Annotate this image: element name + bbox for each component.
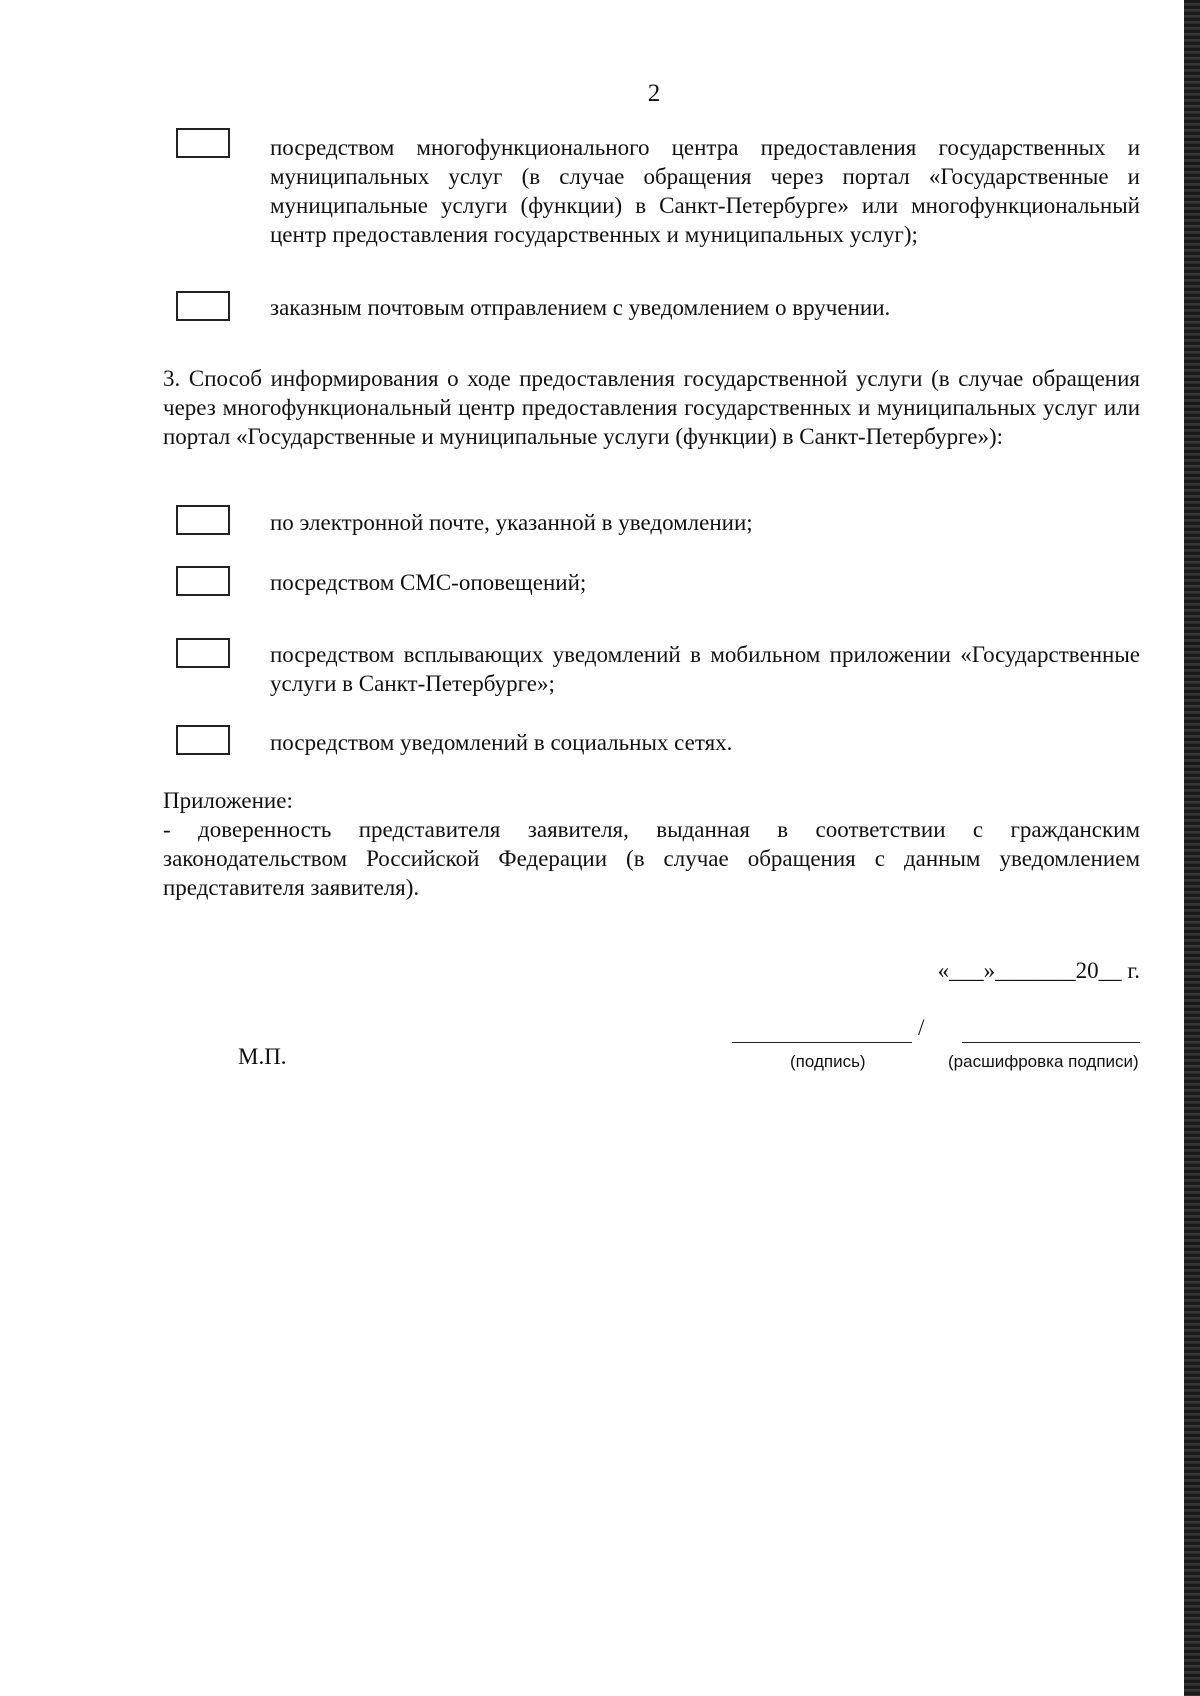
attachment-title: Приложение: (163, 788, 293, 813)
date-field: «___»_______20__ г. (937, 958, 1140, 983)
stamp-place: М.П. (238, 1044, 287, 1069)
signature-line[interactable] (732, 1018, 912, 1043)
delivery-mfc-label: посредством многофункционального центра предоставления государственных и муниципальных услуг (в случае обращения через портал «Государственные и муниципальные услуги (функции) в Санкт-Петербурге» или многофункциональный центр предоставления государственных и муниципальных услуг); (270, 135, 1140, 247)
section-3-heading: 3. Способ информирования о ходе предоставления государственной услуги (в случае обращения через многофункциональный центр предоставления государственных и муниципальных услуг или портал «Государственные и муниципальные услуги (функции) в Санкт-Петербурге»): (163, 366, 1140, 449)
notify-email-label: по электронной почте, указанной в уведомлении; (270, 510, 753, 535)
notify-social-checkbox[interactable] (176, 725, 230, 755)
delivery-mail-label: заказным почтовым отправлением с уведомлением о вручении. (270, 295, 891, 320)
signature-slash: / (918, 1015, 925, 1040)
delivery-mfc-checkbox[interactable] (176, 128, 230, 158)
decryption-line[interactable] (962, 1018, 1140, 1043)
scan-edge (1184, 0, 1200, 1696)
notify-social-label: посредством уведомлений в социальных сетях. (270, 730, 733, 755)
delivery-mail-checkbox[interactable] (176, 291, 230, 321)
page-number: 2 (647, 80, 661, 107)
notify-sms-label: посредством СМС-оповещений; (270, 570, 587, 595)
notify-email-checkbox[interactable] (176, 505, 230, 535)
attachment-item: - доверенность представителя заявителя, выданная в соответствии с гражданским законодательством Российской Федерации (в случае обращения с данным уведомлением представителя заявителя). (163, 817, 1140, 900)
decryption-caption: (расшифровка подписи) (948, 1052, 1139, 1071)
notify-sms-checkbox[interactable] (176, 566, 230, 596)
notify-push-checkbox[interactable] (176, 638, 230, 668)
notify-push-label: посредством всплывающих уведомлений в мобильном приложении «Государственные услуги в Санкт-Петербурге»; (270, 642, 1140, 696)
signature-caption: (подпись) (790, 1052, 866, 1071)
